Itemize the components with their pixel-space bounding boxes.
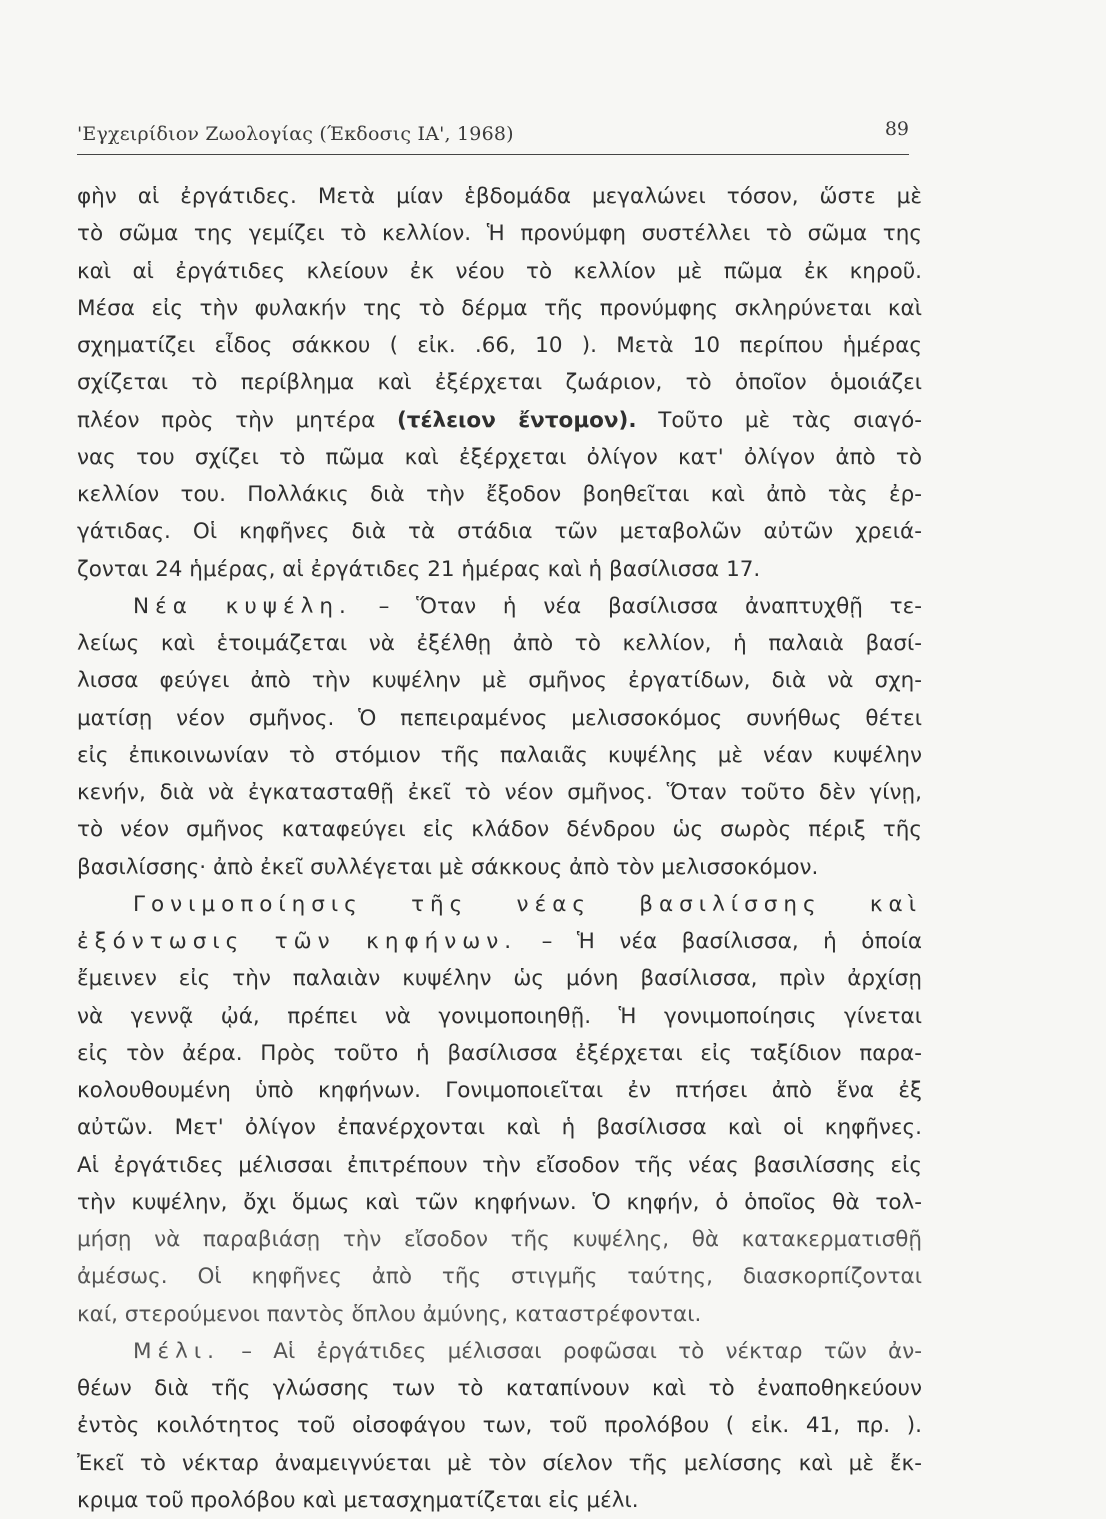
text-line: θέων διὰ τῆς γλώσσης των τὸ καταπίνουν καὶ τὸ ἐναποθηκεύουν xyxy=(77,1376,922,1401)
text-line: καὶ αἱ ἐργάτιδες κλείουν ἐκ νέου τὸ κελλίον μὲ πῶμα ἐκ κηροῦ. xyxy=(77,258,922,284)
text-segment: Τοῦτο μὲ τὰς σιαγό- xyxy=(658,407,923,433)
text-line: βασιλίσσης· ἀπὸ ἐκεῖ συλλέγεται μὲ σάκκους ἀπὸ τὸν μελισσοκόμον. xyxy=(77,854,819,880)
text-segment: πλέον πρὸς τὴν μητέρα xyxy=(77,407,376,433)
text-line: τὸ σῶμα της γεμίζει τὸ κελλίον. Ἡ προνύμφη συστέλλει τὸ σῶμα της xyxy=(77,221,922,247)
text-line: γάτιδας. Οἱ κηφῆνες διὰ τὰ στάδια τῶν μεταβολῶν αὐτῶν χρειά- xyxy=(77,519,922,545)
text-line xyxy=(77,402,922,439)
body-text xyxy=(77,178,922,1519)
page-number: 89 xyxy=(884,118,909,140)
text-line xyxy=(77,923,922,960)
text-line: κελλίον του. Πολλάκις διὰ τὴν ἔξοδον βοηθεῖται καὶ ἀπὸ τὰς ἐρ- xyxy=(77,482,922,507)
text-line: ἀμέσως. Οἱ κηφῆνες ἀπὸ τῆς στιγμῆς ταύτης, διασκορπίζονται xyxy=(77,1264,922,1290)
text-line: εἰς ἐπικοινωνίαν τὸ στόμιον τῆς παλαιᾶς κυψέλης μὲ νέαν κυψέλην xyxy=(77,742,922,768)
text-line: λείως καὶ ἑτοιμάζεται νὰ ἐξέλθῃ ἀπὸ τὸ κελλίον, ἡ παλαιὰ βασί- xyxy=(77,631,922,656)
text-line: Αἱ ἐργάτιδες μέλισσαι ἐπιτρέπουν τὴν εἴσοδον τῆς νέας βασιλίσσης εἰς xyxy=(77,1152,922,1178)
section-heading: Γονιμοποίησις τῆς νέας βασιλίσσης καὶ xyxy=(133,891,922,917)
text-line: τὸ νέον σμῆνος καταφεύγει εἰς κλάδον δένδρου ὡς σωρὸς πέριξ τῆς xyxy=(77,817,922,843)
text-line: αὐτῶν. Μετ' ὀλίγον ἐπανέρχονται καὶ ἡ βασίλισσα καὶ οἱ κηφῆνες. xyxy=(77,1115,922,1141)
text-line: ἐντὸς κοιλότητος τοῦ οἰσοφάγου των, τοῦ προλόβου ( εἰκ. 41, πρ. ). xyxy=(77,1413,922,1439)
text-line: Ἐκεῖ τὸ νέκταρ ἀναμειγνύεται μὲ τὸν σίελον τῆς μελίσσης καὶ μὲ ἔκ- xyxy=(77,1450,922,1476)
text-line: μήσῃ νὰ παραβιάσῃ τὴν εἴσοδον τῆς κυψέλης, θὰ κατακερματισθῇ xyxy=(77,1227,922,1252)
text-line: νας του σχίζει τὸ πῶμα καὶ ἐξέρχεται ὀλίγον κατ' ὀλίγον ἀπὸ τὸ xyxy=(77,444,922,470)
section-heading: Μέλι. xyxy=(133,1338,221,1364)
text-line: καί, στερούμενοι παντὸς ὅπλου ἀμύνης, καταστρέφονται. xyxy=(77,1301,702,1327)
text-line xyxy=(77,588,922,625)
text-line: σχηματίζει εἶδος σάκκου ( εἰκ. .66, 10 ). Μετὰ 10 περίπου ἡμέρας xyxy=(77,333,922,358)
running-title: 'Εγχειρίδιον Ζωολογίας (Έκδοσις ΙΑ', 1968) xyxy=(77,123,514,145)
text-segment: – Ὅταν ἡ νέα βασίλισσα ἀναπτυχθῇ τε- xyxy=(378,593,922,619)
header-rule xyxy=(77,154,909,155)
text-line: τὴν κυψέλην, ὄχι ὅμως καὶ τῶν κηφήνων. Ὁ κηφήν, ὁ ὁποῖος θὰ τολ- xyxy=(77,1189,922,1215)
text-line: κολουθουμένη ὑπὸ κηφήνων. Γονιμοποιεῖται ἐν πτήσει ἀπὸ ἕνα ἐξ xyxy=(77,1078,922,1103)
text-line: σχίζεται τὸ περίβλημα καὶ ἐξέρχεται ζωάριον, τὸ ὁποῖον ὁμοιάζει xyxy=(77,370,922,396)
text-segment: – Ἡ νέα βασίλισσα, ἡ ὁποία xyxy=(541,929,922,954)
text-line xyxy=(77,1333,922,1370)
running-head xyxy=(77,118,909,158)
text-line: Μέσα εἰς τὴν φυλακήν της τὸ δέρμα τῆς προνύμφης σκληρύνεται καὶ xyxy=(77,295,922,321)
text-line: κριμα τοῦ προλόβου καὶ μετασχηματίζεται εἰς μέλι. xyxy=(77,1487,639,1513)
text-segment: – Αἱ ἐργάτιδες μέλισσαι ροφῶσαι τὸ νέκταρ τῶν ἀν- xyxy=(241,1338,922,1364)
text-line: λισσα φεύγει ἀπὸ τὴν κυψέλην μὲ σμῆνος ἐργατίδων, διὰ νὰ σχη- xyxy=(77,668,922,694)
section-heading: Νέα κυψέλη. xyxy=(133,593,352,619)
text-line: ματίσῃ νέον σμῆνος. Ὁ πεπειραμένος μελισσοκόμος συνήθως θέτει xyxy=(77,705,922,731)
text-line: ἔμεινεν εἰς τὴν παλαιὰν κυψέλην ὡς μόνη βασίλισσα, πρὶν ἀρχίσῃ xyxy=(77,966,922,992)
bold-term: (τέλειον ἔντομον). xyxy=(396,407,637,433)
text-line: κενήν, διὰ νὰ ἐγκατασταθῇ ἐκεῖ τὸ νέον σμῆνος. Ὅταν τοῦτο δὲν γίνῃ, xyxy=(77,780,922,805)
text-line: ζονται 24 ἡμέρας, αἱ ἐργάτιδες 21 ἡμέρας καὶ ἡ βασίλισσα 17. xyxy=(77,556,761,582)
text-line: εἰς τὸν ἀέρα. Πρὸς τοῦτο ἡ βασίλισσα ἐξέρχεται εἰς ταξίδιον παρα- xyxy=(77,1040,922,1066)
text-line: φὴν αἱ ἐργάτιδες. Μετὰ μίαν ἑβδομάδα μεγαλώνει τόσον, ὥστε μὲ xyxy=(77,184,922,209)
section-heading: ἐξόντωσις τῶν κηφήνων. xyxy=(77,929,518,954)
text-line: νὰ γεννᾷ ᾠά, πρέπει νὰ γονιμοποιηθῇ. Ἡ γονιμοποίησις γίνεται xyxy=(77,1003,922,1029)
